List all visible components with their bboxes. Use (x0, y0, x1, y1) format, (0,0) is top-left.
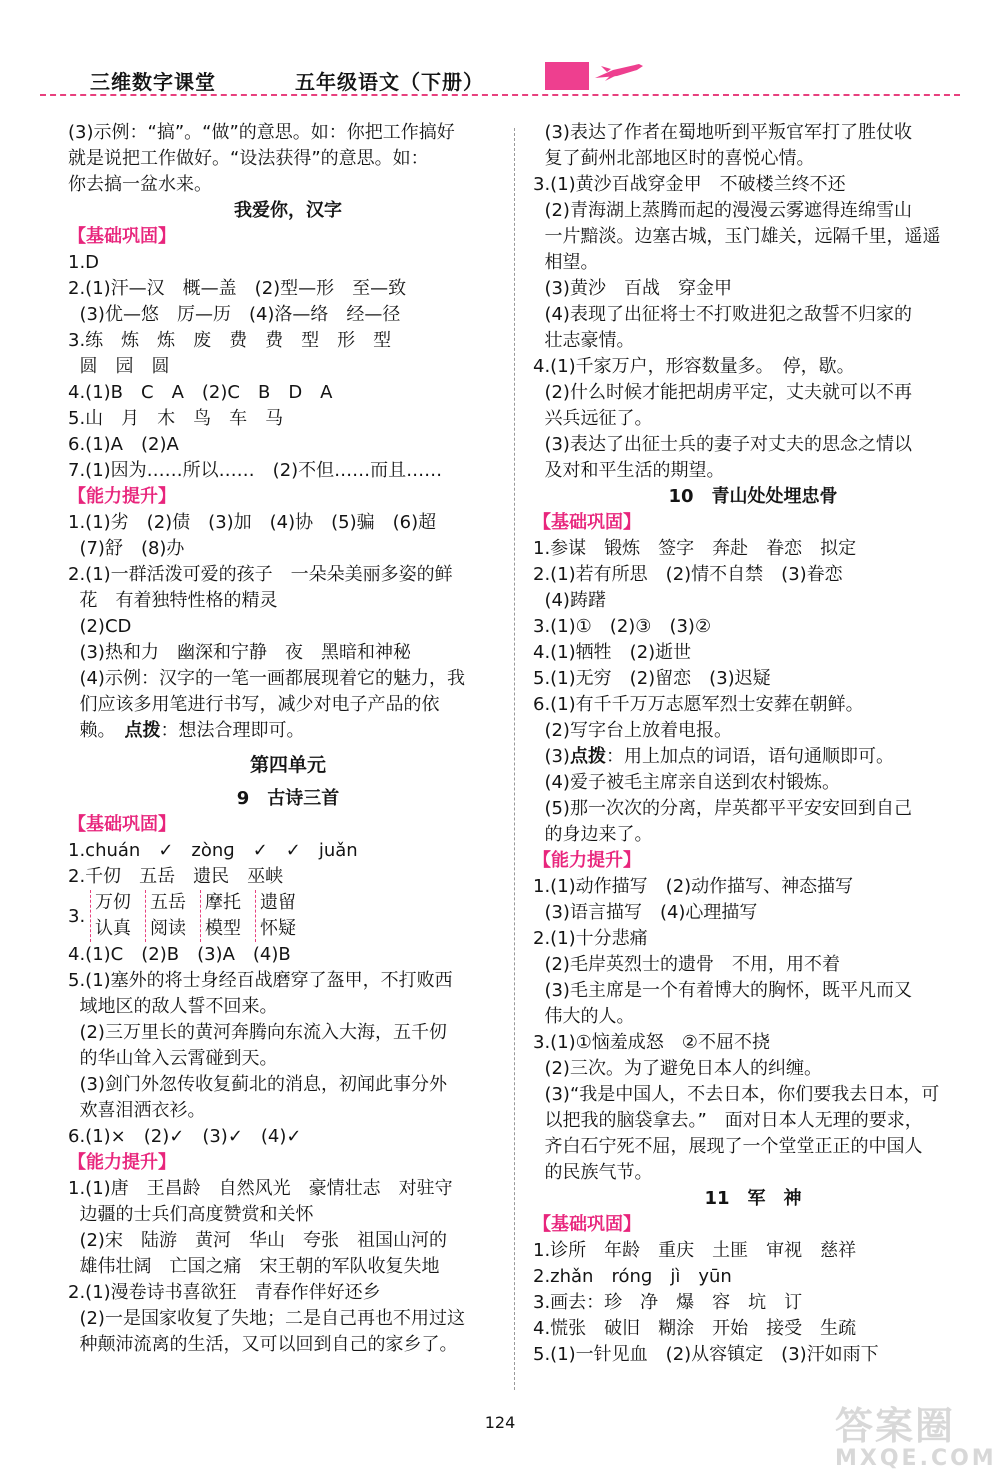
answer-line: (3)表达了作者在蜀地听到平叛官军打了胜仗收 (533, 122, 912, 143)
answer-line: (2)毛岸英烈士的遗骨 不用，用不着 (533, 954, 840, 975)
answer-line: 1.(1)唐 王昌龄 自然风光 豪情壮志 对驻守 (68, 1178, 453, 1199)
word-pair (200, 890, 241, 942)
word: 万仞 (95, 892, 131, 913)
answer-line: (2)宋 陆游 黄河 华山 夸张 祖国山河的 (68, 1230, 447, 1251)
answer-line (533, 744, 973, 770)
word: 摩托 (205, 892, 241, 913)
question-number: 3. (68, 905, 86, 927)
answer-line: 花 有着独特性格的精灵 (68, 590, 278, 611)
answer-line: 2.(1)一群活泼可爱的孩子 一朵朵美丽多姿的鲜 (68, 564, 453, 585)
hint-label: 点拨 (569, 746, 606, 767)
section-tag: 【能力提升】 (68, 486, 176, 507)
answer-line: 5.(1)无穷 (2)留恋 (3)迟疑 (533, 668, 771, 689)
word-pair (90, 890, 131, 942)
answer-line: (3)优—悠 厉—历 (4)洛—络 经—径 (68, 304, 401, 325)
answer-line: 6.(1)有千千万万志愿军烈士安葬在朝鲜。 (533, 694, 864, 715)
section-tag: 【基础巩固】 (533, 1214, 641, 1235)
word-pair-group (68, 890, 508, 942)
answer-line: (7)舒 (8)办 (68, 538, 185, 559)
line-text: ：用上加点的词语，语句通顺即可。 (605, 746, 894, 767)
answer-line: (3)热和力 幽深和宁静 夜 黑暗和神秘 (68, 642, 411, 663)
word-pair (145, 890, 186, 942)
answer-line: 3.练 炼 炼 废 费 费 型 形 型 (68, 330, 392, 351)
answer-line: (4)踌躇 (533, 590, 606, 611)
answer-line: 1.D (68, 252, 100, 273)
answer-line: 3.(1)① (2)③ (3)② (533, 616, 712, 637)
section-tag: 【基础巩固】 (68, 226, 176, 247)
answer-line: (3)毛主席是一个有着博大的胸怀，既平凡而又 (533, 980, 912, 1001)
header-dashed-divider (40, 94, 960, 96)
word: 阅读 (150, 918, 186, 939)
answer-line: 的身边来了。 (533, 824, 653, 845)
answer-line: 1.诊所 年龄 重庆 土匪 审视 慈祥 (533, 1240, 857, 1261)
answer-line: 以把我的脑袋拿去。” 面对日本人无理的要求， (533, 1110, 923, 1131)
answer-line: 3.(1)①恼羞成怒 ②不屈不挠 (533, 1032, 770, 1053)
watermark-logo (835, 1404, 997, 1475)
answer-line: 4.(1)B C A (2)C B D A (68, 382, 333, 403)
answer-line: 伟大的人。 (533, 1006, 635, 1027)
answer-line: (2)一是国家收复了失地；二是自己再也不用过这 (68, 1308, 465, 1329)
watermark-text: 答案圈 (835, 1404, 956, 1448)
rocket-icon (593, 60, 645, 82)
answer-line: 就是说把工作做好。“设法获得”的意思。如： (68, 148, 429, 169)
answer-line: 1.chuán ✓ zònɡ ✓ ✓ juǎn (68, 840, 358, 861)
answer-line: 你去搞一盆水来。 (68, 174, 212, 195)
book-series-title: 三维数字课堂 (90, 70, 216, 94)
answer-line: 5.(1)一针见血 (2)从容镇定 (3)汗如雨下 (533, 1344, 879, 1365)
lesson-title: 10 青山处处埋忠骨 (668, 486, 838, 507)
answer-line: 1.(1)动作描写 (2)动作描写、神态描写 (533, 876, 854, 897)
answer-line: 的华山耸入云霄碰到天。 (68, 1048, 278, 1069)
answer-line: 一片黯淡。边塞古城，玉门雄关，远隔千里，遥遥 (533, 226, 941, 247)
section-tag: 【基础巩固】 (533, 512, 641, 533)
answer-line: (2)CD (68, 616, 132, 637)
header-pink-box (545, 62, 589, 90)
answer-line: (3)剑门外忽传收复蓟北的消息，初闻此事分外 (68, 1074, 447, 1095)
answer-line: 4.慌张 破旧 糊涂 开始 接受 生疏 (533, 1318, 857, 1339)
answer-line: 复了蓟州北部地区时的喜悦心情。 (533, 148, 815, 169)
answer-line: 2.(1)十分悲痛 (533, 928, 648, 949)
answer-line: (2)三万里长的黄河奔腾向东流入大海，五千仞 (68, 1022, 447, 1043)
word: 遗留 (260, 892, 296, 913)
answer-line: (3)黄沙 百战 穿金甲 (533, 278, 732, 299)
word: 五岳 (150, 892, 186, 913)
answer-line: (2)三次。为了避免日本人的纠缠。 (533, 1058, 822, 1079)
answer-line: 6.(1)A (2)A (68, 434, 179, 455)
answer-line: 4.(1)牺牲 (2)逝世 (533, 642, 692, 663)
answer-line: 1.参谋 锻炼 签字 奔赴 眷恋 拟定 (533, 538, 857, 559)
answer-line: 2.(1)漫卷诗书喜欲狂 青春作伴好还乡 (68, 1282, 381, 1303)
answer-line: 4.(1)千家万户，形容数量多。 停，歇。 (533, 356, 855, 377)
word: 模型 (205, 918, 241, 939)
line-text: (3) (533, 746, 570, 767)
answer-line: 种颠沛流离的生活，又可以回到自己的家乡了。 (68, 1334, 458, 1355)
hint-label: 点拨 (124, 720, 161, 741)
lesson-title: 11 军 神 (704, 1188, 802, 1209)
word-pair (255, 890, 296, 942)
answer-line: 2.(1)汗—汉 概—盖 (2)型—形 至—致 (68, 278, 407, 299)
answer-line: 域地区的敌人誓不回来。 (68, 996, 278, 1017)
answer-line (68, 718, 508, 744)
page-header (0, 0, 1000, 100)
answer-line: 2.千仞 五岳 遗民 巫峡 (68, 866, 284, 887)
word: 怀疑 (260, 918, 296, 939)
right-column (533, 120, 973, 1368)
answer-line: (4)示例：汉字的一笔一画都展现着它的魅力，我 (68, 668, 465, 689)
watermark-url: MXQE.COM (835, 1446, 997, 1471)
answer-line: 雄伟壮阔 亡国之痛 宋王朝的军队收复失地 (68, 1256, 440, 1277)
lesson-title: 我爱你，汉字 (234, 200, 342, 221)
answer-line: 齐白石宁死不屈，展现了一个堂堂正正的中国人 (533, 1136, 923, 1157)
answer-line: (2)青海湖上蒸腾而起的漫漫云雾遮得连绵雪山 (533, 200, 912, 221)
answer-line: 2.(1)若有所思 (2)情不自禁 (3)眷恋 (533, 564, 843, 585)
unit-title: 第四单元 (249, 754, 326, 776)
lesson-title: 9 古诗三首 (236, 788, 340, 809)
answer-line: 3.画去：珍 净 爆 容 坑 订 (533, 1292, 803, 1313)
word: 认真 (95, 918, 131, 939)
answer-line: (2)什么时候才能把胡虏平定，丈夫就可以不再 (533, 382, 912, 403)
answer-line: 4.(1)C (2)B (3)A (4)B (68, 944, 291, 965)
answer-line: 的民族气节。 (533, 1162, 653, 1183)
answer-line: 7.(1)因为……所以…… (2)不但……而且…… (68, 460, 443, 481)
answer-line: 壮志豪情。 (533, 330, 635, 351)
answer-line: 兴兵远征了。 (533, 408, 653, 429)
answer-line: (4)表现了出征将士不打败进犯之敌誓不归家的 (533, 304, 912, 325)
answer-line: 相望。 (533, 252, 599, 273)
answer-line: 们应该多用笔进行书写，减少对电子产品的依 (68, 694, 440, 715)
answer-line: (4)爱子被毛主席亲自送到农村锻炼。 (533, 772, 840, 793)
answer-line: 圆 园 圆 (68, 356, 170, 377)
answer-line: 3.(1)黄沙百战穿金甲 不破楼兰终不还 (533, 174, 846, 195)
answer-line: (3)“我是中国人，不去日本，你们要我去日本，可 (533, 1084, 940, 1105)
answer-line: (3)语言描写 (4)心理描写 (533, 902, 758, 923)
left-column (68, 120, 508, 1358)
line-text: ：想法合理即可。 (160, 720, 305, 741)
answer-line: 5.山 月 木 鸟 车 马 (68, 408, 284, 429)
answer-line: (5)那一次次的分离，岸英都平平安安回到自己 (533, 798, 912, 819)
answer-line: 欢喜泪洒衣衫。 (68, 1100, 206, 1121)
line-text: 赖。 (68, 720, 125, 741)
answer-line: (3)表达了出征士兵的妻子对丈夫的思念之情以 (533, 434, 912, 455)
answer-line: 边疆的士兵们高度赞赏和关怀 (68, 1204, 314, 1225)
answer-line: 及对和平生活的期望。 (533, 460, 725, 481)
book-subject-title: 五年级语文（下册） (295, 70, 484, 94)
answer-line: 1.(1)劣 (2)债 (3)加 (4)协 (5)骗 (6)超 (68, 512, 437, 533)
section-tag: 【能力提升】 (68, 1152, 176, 1173)
answer-line: (3)示例：“搞”。“做”的意思。如：你把工作搞好 (68, 122, 455, 143)
answer-line: 5.(1)塞外的将士身经百战磨穿了盔甲，不打败西 (68, 970, 453, 991)
column-divider (514, 128, 515, 1390)
page-number: 124 (484, 1413, 516, 1432)
section-tag: 【能力提升】 (533, 850, 641, 871)
answer-line: 6.(1)× (2)✓ (3)✓ (4)✓ (68, 1126, 302, 1147)
answer-line: (2)写字台上放着电报。 (533, 720, 732, 741)
section-tag: 【基础巩固】 (68, 814, 176, 835)
answer-line: 2.zhǎn rónɡ jì yūn (533, 1266, 732, 1287)
